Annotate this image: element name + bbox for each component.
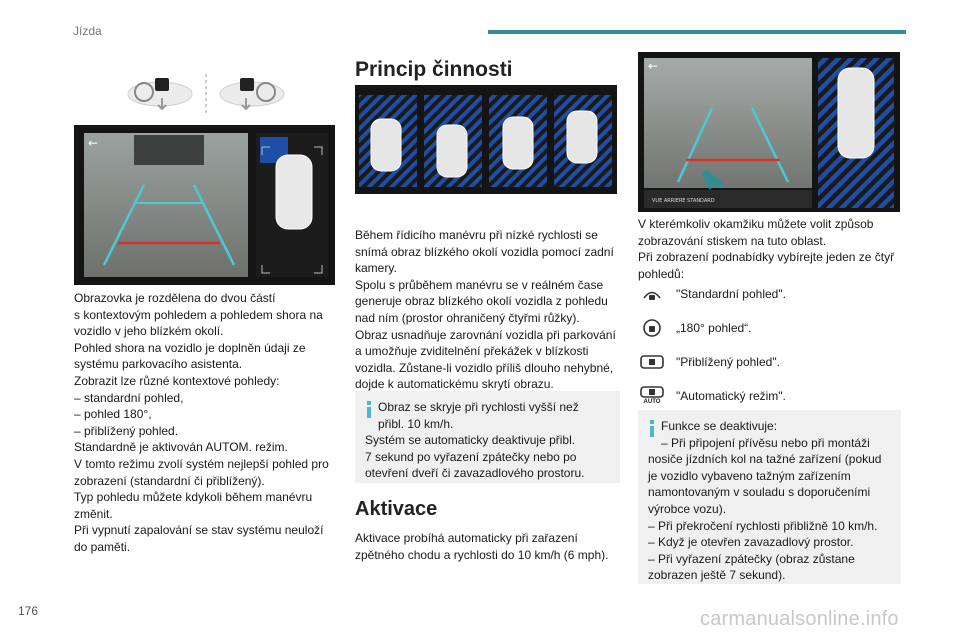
text-line: Při vypnutí zapalování se stav systému neuloží [74, 523, 324, 538]
text-line: V kterémkoliv okamžiku můžete volit způsob [638, 217, 874, 231]
180-view-icon [638, 316, 666, 340]
text-line: kamery. [355, 261, 397, 276]
text-line: systému parkovacího asistenta. [74, 357, 243, 372]
text-line: Při zobrazení podnabídky vybírejte jeden ze čtyř [638, 250, 895, 265]
auto-mode-icon [638, 384, 666, 408]
text-line: snímá obraz blízkého okolí vozidla pomocí zadní [355, 244, 614, 259]
text-line: – Při připojení přívěsu nebo při montáži [661, 435, 870, 450]
section-label: Jízda [73, 24, 102, 38]
top-view-sequence-image [355, 85, 617, 194]
text-line: změnit. [74, 506, 113, 521]
text-line: dojde k automatickému skrytí obrazu. [355, 377, 554, 392]
view-option-label: "Přiblížený pohled". [676, 355, 780, 369]
text-line: 7 sekund po vyřazení zpátečky nebo po [365, 449, 577, 464]
view-selection-screen-image [638, 52, 900, 212]
text-line: – přiblížený pohled. [74, 423, 179, 438]
auto-badge: AUTO [643, 399, 661, 405]
text-line: zobrazen ještě 7 sekund). [648, 568, 786, 583]
camera-split-screen-image [74, 125, 335, 285]
text-line: – standardní pohled, [74, 390, 184, 405]
info-icon [648, 420, 656, 437]
text-line: vozidlo v jeho blízkém okolí. [74, 324, 224, 339]
intro-text [74, 290, 336, 556]
text-line: – Při překročení rychlosti přibližně 10 km/h. [648, 518, 878, 533]
text-line: Pohled shora na vozidlo je doplněn údaji ze [74, 340, 306, 355]
text-line: nad ním (prostor ohraničený čtyřmi růžky). [355, 310, 580, 325]
activation-text [355, 530, 620, 563]
image-caption: VUE ARRIERE STANDARD [652, 198, 715, 204]
text-line: vozidla. Zůstane-li vozidlo příliš dlouho nehybné, [355, 360, 614, 375]
text-line: přibl. 10 km/h. [378, 416, 454, 431]
text-line: Aktivace probíhá automaticky při zařazení [355, 531, 578, 545]
page-number: 176 [18, 604, 39, 618]
principle-text [355, 227, 620, 393]
text-line: Systém se automaticky deaktivuje přibl. [365, 433, 576, 448]
zoom-view-icon [638, 350, 666, 374]
text-line: Funkce se deaktivuje: [661, 419, 778, 433]
view-option-label: "Standardní pohled". [676, 287, 786, 301]
text-line: výrobce vozu). [648, 501, 727, 516]
text-line: zobrazování stiskem na tuto oblast. [638, 233, 827, 248]
view-option-180 [638, 312, 903, 344]
text-line: s kontextovým pohledem a pohledem shora na [74, 307, 323, 322]
selection-text [638, 216, 903, 282]
view-option-standard [638, 278, 903, 310]
standard-view-icon [638, 282, 666, 306]
text-line: – Při vyřazení zpátečky (obraz zůstane [648, 551, 855, 566]
deactivation-info-note [638, 410, 901, 584]
header-accent-bar [488, 30, 906, 34]
text-line: otevření dveří či zavazadlového prostoru. [365, 466, 585, 481]
text-line: – Když je otevřen zavazadlový prostor. [648, 535, 854, 550]
text-line: zpětného chodu a rychlosti do 10 km/h (6 mph). [355, 547, 609, 562]
text-line: Typ pohledu můžete kdykoli během manévru [74, 490, 313, 505]
view-option-label: "Automatický režim". [676, 389, 786, 403]
text-line: je vozidlo vybaveno tažným zařízením [648, 468, 851, 483]
text-line: Spolu s průběhem manévru se v reálném čase [355, 277, 604, 292]
section-title-activation: Aktivace [355, 498, 438, 520]
text-line: Obraz usnadňuje zarovnání vozidla při parkování [355, 327, 616, 342]
section-title-principle: Princip činnosti [355, 58, 513, 81]
text-line: Obraz se skryje při rychlosti vyšší než [378, 400, 579, 414]
text-line: V tomto režimu zvolí systém nejlepší pohled pro [74, 456, 329, 471]
view-options-list [638, 278, 903, 412]
text-line: pohledů: [638, 266, 685, 281]
rear-mirrors-illustration [120, 72, 290, 116]
text-line: do paměti. [74, 539, 131, 554]
speed-info-note [355, 391, 620, 483]
info-icon [365, 401, 373, 418]
text-line: Během řídicího manévru při nízké rychlosti se [355, 228, 598, 242]
view-option-zoom [638, 346, 903, 378]
text-line: Standardně je aktivován AUTOM. režim. [74, 440, 288, 455]
text-line: a umožňuje zviditelnění překážek v blízkosti [355, 344, 589, 359]
text-line: – pohled 180°, [74, 407, 152, 422]
text-line: generuje obraz blízkého okolí vozidla z pohledu [355, 294, 608, 309]
text-line: nosiče jízdních kol na tažné zařízení (pokud [648, 452, 882, 467]
svg-text:←: ← [648, 59, 659, 73]
view-option-auto [638, 380, 903, 412]
text-line: zobrazení (standardní či přiblížený). [74, 473, 265, 488]
watermark: carmanualsonline.info [700, 608, 899, 630]
text-line: Zobrazit lze různé kontextové pohledy: [74, 373, 280, 388]
text-line: Obrazovka je rozdělena do dvou částí [74, 291, 276, 305]
text-line: namontovaným v souladu s doporučeními [648, 485, 871, 500]
view-option-label: „180° pohled“. [676, 321, 752, 335]
back-arrow-icon: ← [88, 136, 99, 150]
